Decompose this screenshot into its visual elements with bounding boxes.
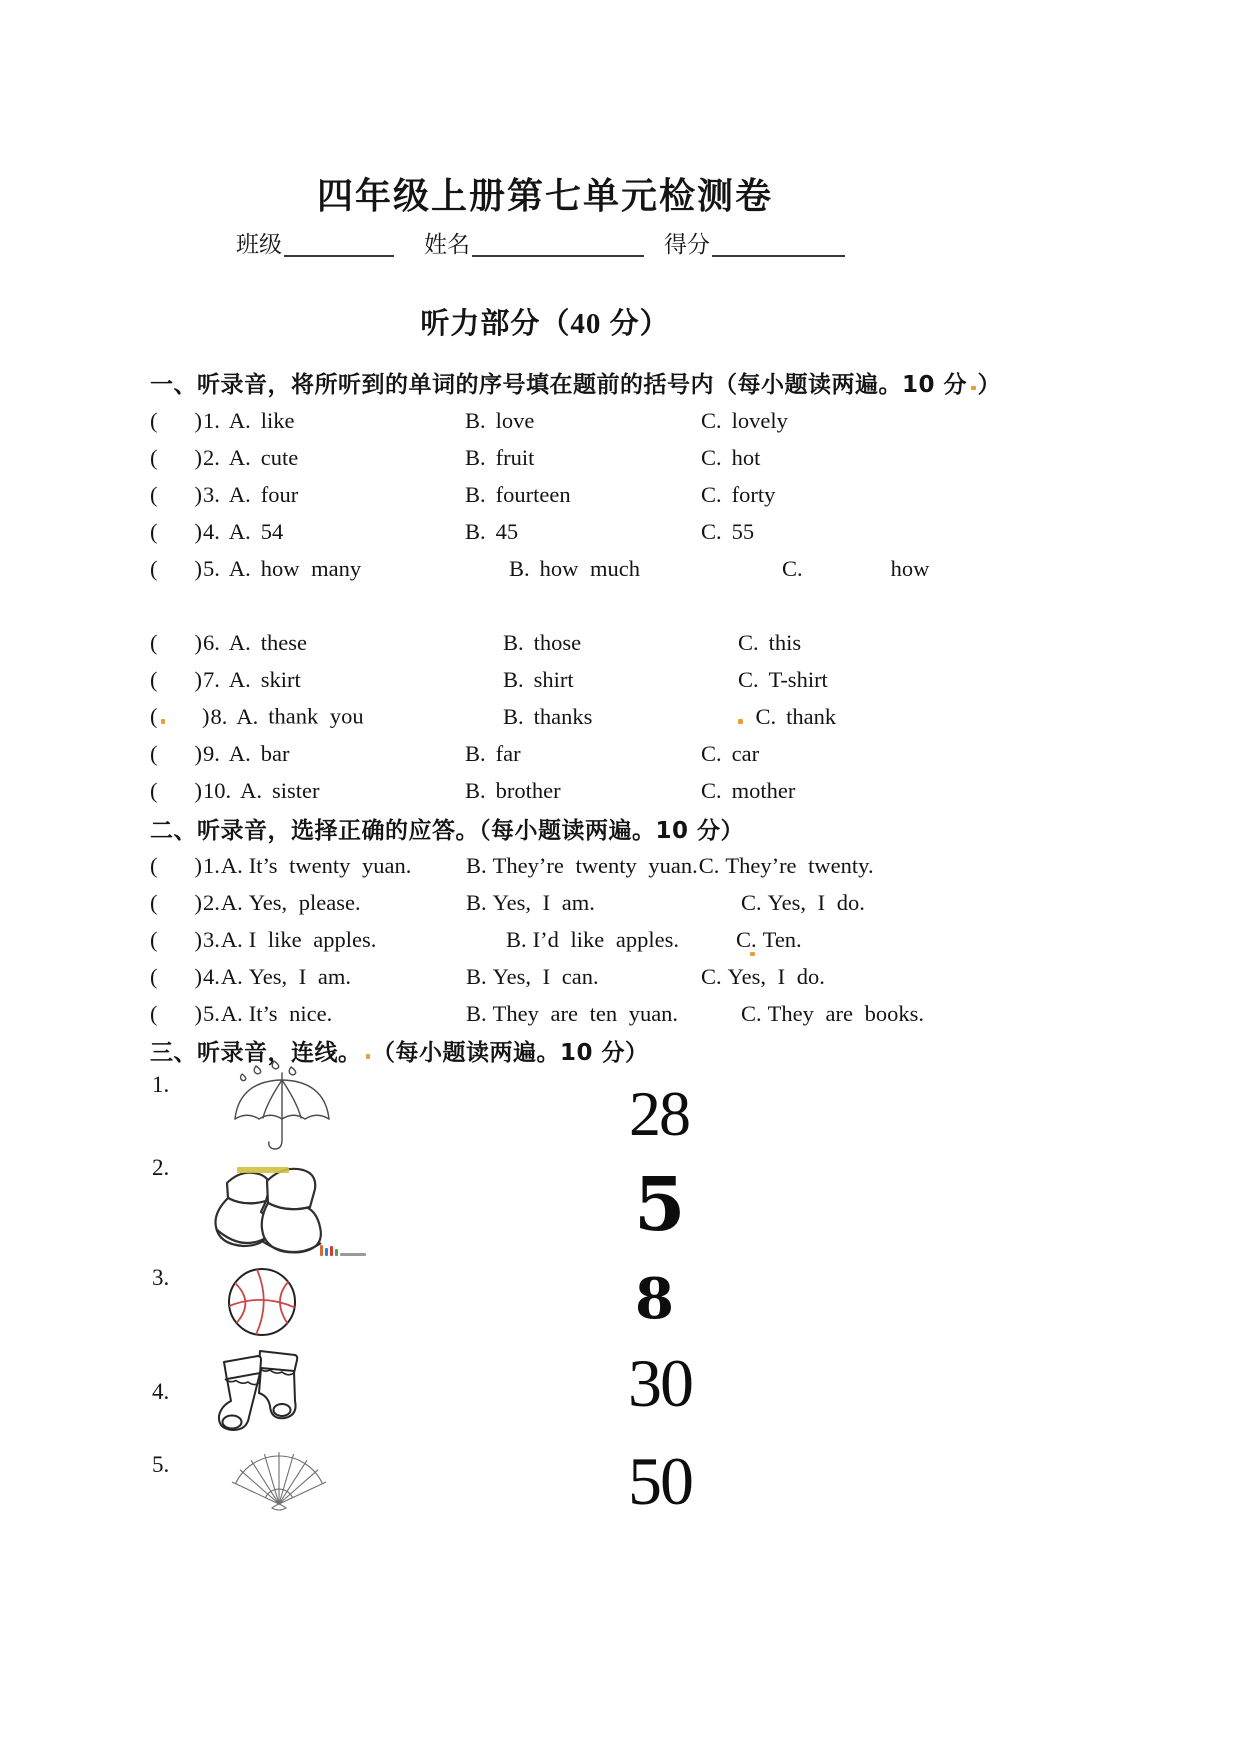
- option-c-label: C.: [701, 777, 722, 803]
- question-number: 6.: [203, 629, 220, 655]
- option-c: [735, 927, 970, 953]
- orange-speck: [971, 386, 976, 391]
- option-b-text: fourteen: [495, 481, 571, 507]
- option-c-label: C.: [701, 740, 722, 766]
- name-field: [424, 226, 644, 259]
- option-a-label: A.: [228, 518, 251, 544]
- option-c-label: C.: [701, 518, 722, 544]
- question-number: 3.: [203, 926, 220, 952]
- part2-heading-text: 二、听录音，选择正确的应答。（每小题读两遍。10 分）: [150, 817, 745, 844]
- option-c-label: C.: [738, 629, 759, 655]
- option-c-label: C.: [736, 926, 757, 952]
- answer-paren-open: (: [150, 481, 158, 507]
- match-price-number: 50: [628, 1443, 692, 1519]
- option-b: [465, 853, 698, 879]
- option-c: [738, 630, 970, 656]
- option-a-label: A.: [228, 407, 251, 433]
- part1-heading-text: 一、听录音，将所听到的单词的序号填在题前的括号内（每小题读两遍。10 分: [150, 371, 968, 398]
- option-b-text: how much: [539, 555, 641, 581]
- option-c-label: C.: [738, 666, 759, 692]
- choice-row: [150, 958, 970, 995]
- option-a-label: A.: [220, 852, 243, 878]
- answer-paren-close: ): [202, 703, 210, 729]
- option-a-text: four: [260, 481, 299, 507]
- option-a-text: Yes, please.: [248, 889, 361, 915]
- option-a: [150, 667, 503, 693]
- option-a: [150, 630, 503, 656]
- score-field: [664, 226, 845, 259]
- watermark: [237, 1167, 289, 1173]
- option-b: [505, 927, 735, 953]
- option-b: [503, 704, 738, 730]
- match-item-number: 5.: [152, 1452, 170, 1477]
- option-b-label: B.: [465, 481, 486, 507]
- option-a-label: A.: [228, 555, 251, 581]
- option-b: [465, 408, 701, 434]
- part1-rows: [150, 402, 970, 809]
- option-b-text: 45: [495, 518, 519, 544]
- option-c-text: car: [731, 740, 760, 766]
- choice-row: [150, 921, 970, 958]
- option-c: [698, 853, 970, 879]
- option-c: [701, 445, 970, 471]
- part1-heading: [150, 362, 1002, 402]
- option-b-text: I’d like apples.: [532, 926, 679, 952]
- option-a-text: how many: [260, 555, 362, 581]
- choice-row: [150, 439, 970, 476]
- option-c-text: They are books.: [767, 1000, 924, 1026]
- option-b-text: shirt: [533, 666, 574, 692]
- option-a: [150, 556, 509, 582]
- option-b-label: B.: [466, 852, 487, 878]
- option-b: [503, 630, 738, 656]
- option-a-text: I like apples.: [248, 926, 377, 952]
- question-number: 2.: [203, 444, 220, 470]
- option-c-label: C.: [701, 481, 722, 507]
- option-c-text: Yes, I do.: [767, 889, 865, 915]
- basketball-drawing: [226, 1266, 298, 1343]
- fan-drawing: [222, 1446, 337, 1517]
- option-a-label: A.: [220, 963, 243, 989]
- watermark: [320, 1242, 368, 1256]
- question-number: 1.: [203, 852, 220, 878]
- option-c-label: C.: [698, 852, 720, 878]
- option-a-label: A.: [220, 926, 243, 952]
- option-a-text: like: [260, 407, 295, 433]
- match-price-number: 5: [634, 1162, 684, 1248]
- option-c-label: C.: [741, 889, 762, 915]
- question-number: 2.: [203, 889, 220, 915]
- match-item-number: 4.: [152, 1379, 170, 1404]
- option-c: [701, 408, 970, 434]
- match-item-number: 2.: [152, 1155, 170, 1180]
- match-price-number: 30: [628, 1345, 692, 1421]
- option-b-text: thanks: [533, 703, 593, 729]
- option-a-text: skirt: [260, 666, 301, 692]
- choice-row: [150, 995, 970, 1032]
- option-c-label: C.: [701, 444, 722, 470]
- option-b-label: B.: [503, 666, 524, 692]
- answer-paren-open: (: [150, 889, 158, 915]
- choice-row: [150, 476, 970, 513]
- option-b: [465, 741, 701, 767]
- option-a-label: A.: [228, 629, 251, 655]
- question-number: 4.: [203, 518, 220, 544]
- option-c: [701, 741, 970, 767]
- choice-row: [150, 772, 970, 809]
- option-a: [150, 778, 465, 804]
- option-c-text: how: [890, 555, 930, 581]
- option-b-text: They are ten yuan.: [492, 1000, 679, 1026]
- option-c-text: 55: [731, 518, 755, 544]
- option-c-label: C.: [782, 555, 803, 581]
- option-a: [150, 1001, 465, 1027]
- option-b-label: B.: [465, 444, 486, 470]
- option-b-text: love: [495, 407, 535, 433]
- question-number: 8.: [210, 703, 228, 729]
- option-a-text: 54: [260, 518, 284, 544]
- option-a-text: Yes, I am.: [248, 963, 351, 989]
- option-b-label: B.: [465, 740, 486, 766]
- option-b: [509, 556, 782, 582]
- option-b: [465, 445, 701, 471]
- name-label: 姓名: [424, 232, 470, 257]
- option-a-text: sister: [272, 777, 320, 803]
- option-a: [150, 927, 505, 953]
- question-number: 9.: [203, 740, 220, 766]
- option-c-text: lovely: [731, 407, 788, 433]
- answer-paren-close: ): [194, 555, 202, 581]
- option-b-label: B.: [509, 555, 530, 581]
- option-c-text: forty: [731, 481, 776, 507]
- option-a: [150, 482, 465, 508]
- choice-row: [150, 847, 970, 884]
- option-a: [150, 519, 465, 545]
- part3-heading-text: 三、听录音，连线。: [150, 1040, 362, 1066]
- option-c: [701, 482, 970, 508]
- match-item-number: 1.: [152, 1072, 170, 1097]
- option-c: [740, 1001, 970, 1027]
- option-c-text: this: [768, 629, 802, 655]
- option-a-label: A.: [220, 1000, 243, 1026]
- answer-paren-close: ): [194, 481, 202, 507]
- choice-row: [150, 402, 970, 439]
- question-number: 4.: [203, 963, 220, 989]
- option-b-label: B.: [503, 629, 524, 655]
- fill-in-blank: [472, 231, 644, 257]
- option-a-label: A.: [228, 444, 251, 470]
- option-b: [465, 482, 701, 508]
- orange-speck: [738, 719, 743, 724]
- option-a-label: A.: [228, 481, 251, 507]
- option-c-text: thank: [786, 703, 837, 729]
- option-c: [701, 519, 970, 545]
- answer-paren-open: (: [150, 777, 158, 803]
- answer-paren-close: ): [194, 963, 202, 989]
- option-c: [740, 890, 970, 916]
- part2-heading: [150, 809, 970, 847]
- socks-drawing: [210, 1346, 315, 1443]
- fill-in-blank: [284, 231, 394, 257]
- listening-section-header: 听力部分（40 分）: [420, 308, 670, 340]
- option-c-text: hot: [731, 444, 761, 470]
- fill-in-blank: [712, 231, 845, 257]
- option-a-text: cute: [260, 444, 299, 470]
- option-c-label: C.: [755, 703, 777, 729]
- option-b-label: B.: [465, 407, 486, 433]
- answer-paren-close: ): [194, 407, 202, 433]
- choice-row: [150, 735, 970, 772]
- choice-row: [150, 884, 970, 921]
- option-c-text: Yes, I do.: [727, 963, 825, 989]
- part3-heading-note: （每小题读两遍。10 分）: [372, 1040, 649, 1066]
- answer-paren-close: ): [194, 666, 202, 692]
- choice-row: [150, 661, 970, 698]
- part1-heading-close: ）: [977, 371, 1002, 398]
- orange-speck: [366, 1054, 371, 1059]
- choice-row: [150, 698, 970, 735]
- option-c: [738, 667, 970, 693]
- question-number: 3.: [203, 481, 220, 507]
- option-b: [465, 519, 701, 545]
- class-label: 班级: [236, 232, 282, 257]
- answer-paren-close: ): [194, 444, 202, 470]
- option-b-text: far: [495, 740, 521, 766]
- option-b-text: They’re twenty yuan.: [492, 852, 698, 878]
- class-field: [236, 226, 394, 259]
- answer-paren-open: (: [150, 852, 158, 878]
- option-a-label: A.: [228, 666, 251, 692]
- answer-paren-open: (: [150, 666, 158, 692]
- answer-paren-open: (: [150, 629, 158, 655]
- question-number: 1.: [203, 407, 220, 433]
- answer-paren-close: ): [194, 518, 202, 544]
- option-b-label: B.: [465, 518, 486, 544]
- option-b: [465, 890, 740, 916]
- question-number: 5.: [203, 1000, 220, 1026]
- question-number: 5.: [203, 555, 220, 581]
- option-b: [465, 1001, 740, 1027]
- choice-row: [150, 624, 970, 661]
- answer-paren-open: (: [150, 555, 158, 581]
- empty-line: [150, 587, 970, 624]
- option-c-label: C.: [701, 963, 722, 989]
- option-c-label: C.: [741, 1000, 762, 1026]
- answer-paren-close: ): [194, 1000, 202, 1026]
- option-c: [782, 556, 970, 582]
- option-b-label: B.: [503, 703, 524, 729]
- answer-paren-open: (: [150, 518, 158, 544]
- score-label: 得分: [664, 232, 710, 257]
- answer-paren-close: ): [194, 629, 202, 655]
- option-b-label: B.: [465, 777, 486, 803]
- match-item-number: 3.: [152, 1265, 170, 1290]
- answer-paren-open: (: [150, 444, 158, 470]
- answer-paren-close: ): [194, 926, 202, 952]
- option-c-text: T-shirt: [768, 666, 828, 692]
- answer-paren-open: (: [150, 926, 158, 952]
- option-a-text: these: [260, 629, 307, 655]
- option-b: [465, 964, 700, 990]
- match-price-number: 8: [635, 1266, 672, 1332]
- option-a: [150, 445, 465, 471]
- umbrella-drawing: [222, 1058, 342, 1155]
- option-c-text: They’re twenty.: [725, 852, 874, 878]
- option-b-label: B.: [466, 963, 487, 989]
- option-a-label: A.: [236, 703, 259, 729]
- page-title: 四年级上册第七单元检测卷: [316, 176, 773, 216]
- option-b-label: B.: [466, 1000, 487, 1026]
- question-number: 7.: [203, 666, 220, 692]
- option-a-text: It’s twenty yuan.: [248, 852, 412, 878]
- option-c: [700, 964, 970, 990]
- option-b-text: brother: [495, 777, 561, 803]
- option-b-text: fruit: [495, 444, 535, 470]
- option-a-text: It’s nice.: [248, 1000, 333, 1026]
- option-b: [465, 778, 701, 804]
- answer-paren-close: ): [194, 889, 202, 915]
- option-a-text: thank you: [268, 703, 364, 729]
- option-b-text: those: [533, 629, 582, 655]
- option-a: [150, 703, 503, 730]
- option-c-label: C.: [701, 407, 722, 433]
- option-a: [150, 853, 465, 879]
- match-price-number: 28: [629, 1078, 689, 1149]
- option-a: [150, 964, 465, 990]
- answer-paren-open: (: [150, 407, 158, 433]
- answer-paren-open: (: [150, 703, 158, 729]
- answer-paren-open: (: [150, 1000, 158, 1026]
- option-c-text: mother: [731, 777, 796, 803]
- option-a: [150, 890, 465, 916]
- answer-paren-open: (: [150, 740, 158, 766]
- option-c-text: Ten.: [762, 926, 802, 952]
- option-b-label: B.: [466, 889, 487, 915]
- option-b-label: B.: [506, 926, 527, 952]
- answer-paren-close: ): [194, 852, 202, 878]
- orange-speck: [161, 719, 166, 724]
- option-c: [738, 704, 970, 730]
- option-c: [701, 778, 970, 804]
- option-b-text: Yes, I am.: [492, 889, 595, 915]
- choice-row: [150, 513, 970, 550]
- option-a-label: A.: [228, 740, 251, 766]
- option-a-text: bar: [260, 740, 290, 766]
- answer-paren-close: ): [194, 777, 202, 803]
- answer-paren-open: (: [150, 963, 158, 989]
- option-a: [150, 741, 465, 767]
- option-a: [150, 408, 465, 434]
- orange-speck: [750, 952, 755, 957]
- question-number: 10.: [203, 777, 232, 803]
- option-a-label: A.: [220, 889, 243, 915]
- choice-row: [150, 550, 970, 587]
- answer-paren-close: ): [194, 740, 202, 766]
- option-b: [503, 667, 738, 693]
- part2-rows: [150, 847, 970, 1032]
- option-a-label: A.: [240, 777, 262, 803]
- questions-flow: [150, 362, 1002, 1069]
- option-b-text: Yes, I can.: [492, 963, 599, 989]
